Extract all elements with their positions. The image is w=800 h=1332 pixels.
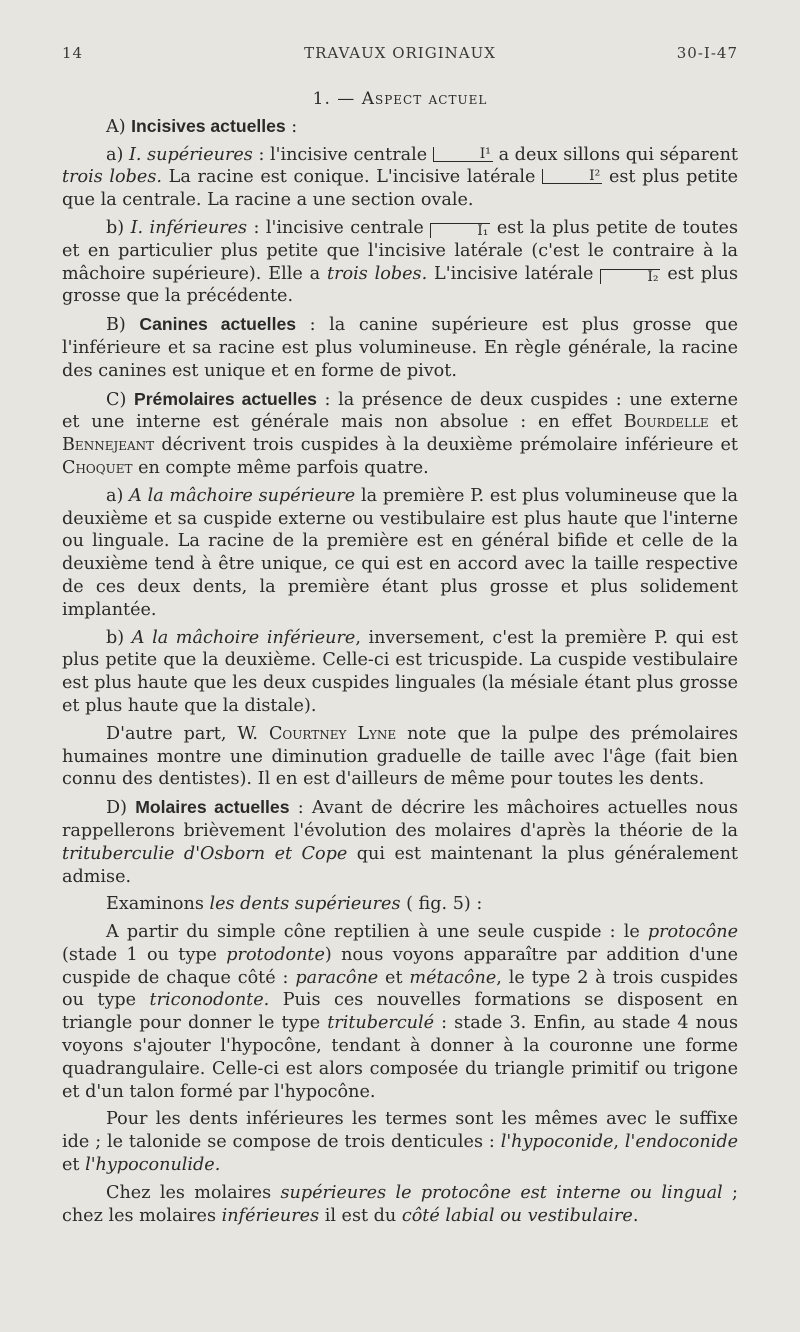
paragraph-d-evolution: A partir du simple cône reptilien à une seule cuspide : le protocône (stade 1 ou type protodonte) nous voyons apparaître par addition d'une cuspide de chaque côté : paracône et métacône, le type 2 à trois cuspides ou type triconodonte. Puis ces nouvelles formations se disposent en triangle pour donner le type trituberculé : stade 3. Enfin, au stade 4 nous voyons s'ajouter l'hypocône, tendant à donner à la couronne une forme quadrangulaire. Celle-ci est alors composée du triangle primitif ou trigone et d'un talon formé par l'hypocône.: [62, 922, 739, 1102]
paragraph-c-c: D'autre part, W. Courtney Lyne note que la pulpe des prémolaires humaines montre une diminution graduelle de taille avec l'âge (fait bien connu des dentistes). Il en est d'ailleurs de même pour toutes les dents.: [62, 723, 739, 790]
paragraph-c: C) Prémolaires actuelles : la présence de deux cuspides : une externe et une interne est générale mais non absolue : en effet Bourdelle et Bennejeant décrivent trois cuspides à la deuxième prémolaire inférieure et Choquet en compte même parfois quatre.: [62, 388, 738, 478]
tooth-notation: I²: [542, 169, 602, 184]
tooth-notation: I¹: [433, 147, 493, 162]
paragraph-a-a: a) I. supérieures : l'incisive centrale I¹ a deux sillons qui séparent trois lobes. La racine est conique. L'incisive latérale I² est plus petite que la centrale. La racine a une section ovale.: [62, 144, 738, 211]
running-head: TRAVAUX ORIGINAUX: [304, 44, 496, 62]
paragraph-d-examinons: Examinons les dents supérieures ( fig. 5) :: [106, 894, 483, 915]
paragraph-d-molaires: Chez les molaires supérieures le protocône est interne ou lingual ; chez les molaires inférieures il est du côté labial ou vestibulaire.: [62, 1182, 738, 1226]
header-date: 30-I-47: [676, 44, 738, 62]
page-header: [62, 44, 738, 68]
paragraph-d: D) Molaires actuelles : Avant de décrire les mâchoires actuelles nous rappellerons brièvement l'évolution des molaires d'après la théorie de la trituberculie d'Osborn et Cope qui est maintenant la plus généralement admise.: [62, 797, 739, 887]
section-title: 1. — Aspect actuel: [312, 89, 488, 109]
paragraph-a-b: b) I. inférieures : l'incisive centrale I₁ est la plus petite de toutes et en particulier plus petite que l'incisive latérale (c'est le contraire à la mâchoire supérieure). Elle a trois lobes. L'incisive latérale I₂ est plus grosse que la précédente.: [62, 217, 739, 307]
article-body: [62, 88, 738, 1232]
page-number: 14: [62, 44, 84, 62]
section-a-heading: A) Incisives actuelles :: [106, 115, 298, 137]
paragraph-b: B) Canines actuelles : la canine supérieure est plus grosse que l'inférieure et sa racine est plus volumineuse. En règle générale, la racine des canines est unique et en forme de pivot.: [62, 314, 738, 381]
tooth-notation: I₁: [430, 223, 490, 238]
tooth-notation: I₂: [600, 269, 660, 284]
paragraph-d-inferieures: Pour les dents inférieures les termes sont les mêmes avec le suffixe ide ; le talonide se compose de trois denticules : l'hypoconide, l'endoconide et l'hypoconulide.: [62, 1109, 738, 1176]
paragraph-c-a: a) A la mâchoire supérieure la première P. est plus volumineuse que la deuxième et sa cuspide externe ou vestibulaire est plus haute que l'interne ou linguale. La racine de la première est en général bifide et celle de la deuxième tend à être unique, ce qui est en accord avec la taille respective de ces deux dents, la première étant plus grosse et plus solidement implantée.: [62, 485, 739, 620]
paragraph-c-b: b) A la mâchoire inférieure, inversement, c'est la première P. qui est plus petite que la deuxième. Celle-ci est tricuspide. La cuspide vestibulaire est plus haute que les deux cuspides linguales (la mésiale étant plus grosse et plus haute que la distale).: [62, 627, 739, 716]
